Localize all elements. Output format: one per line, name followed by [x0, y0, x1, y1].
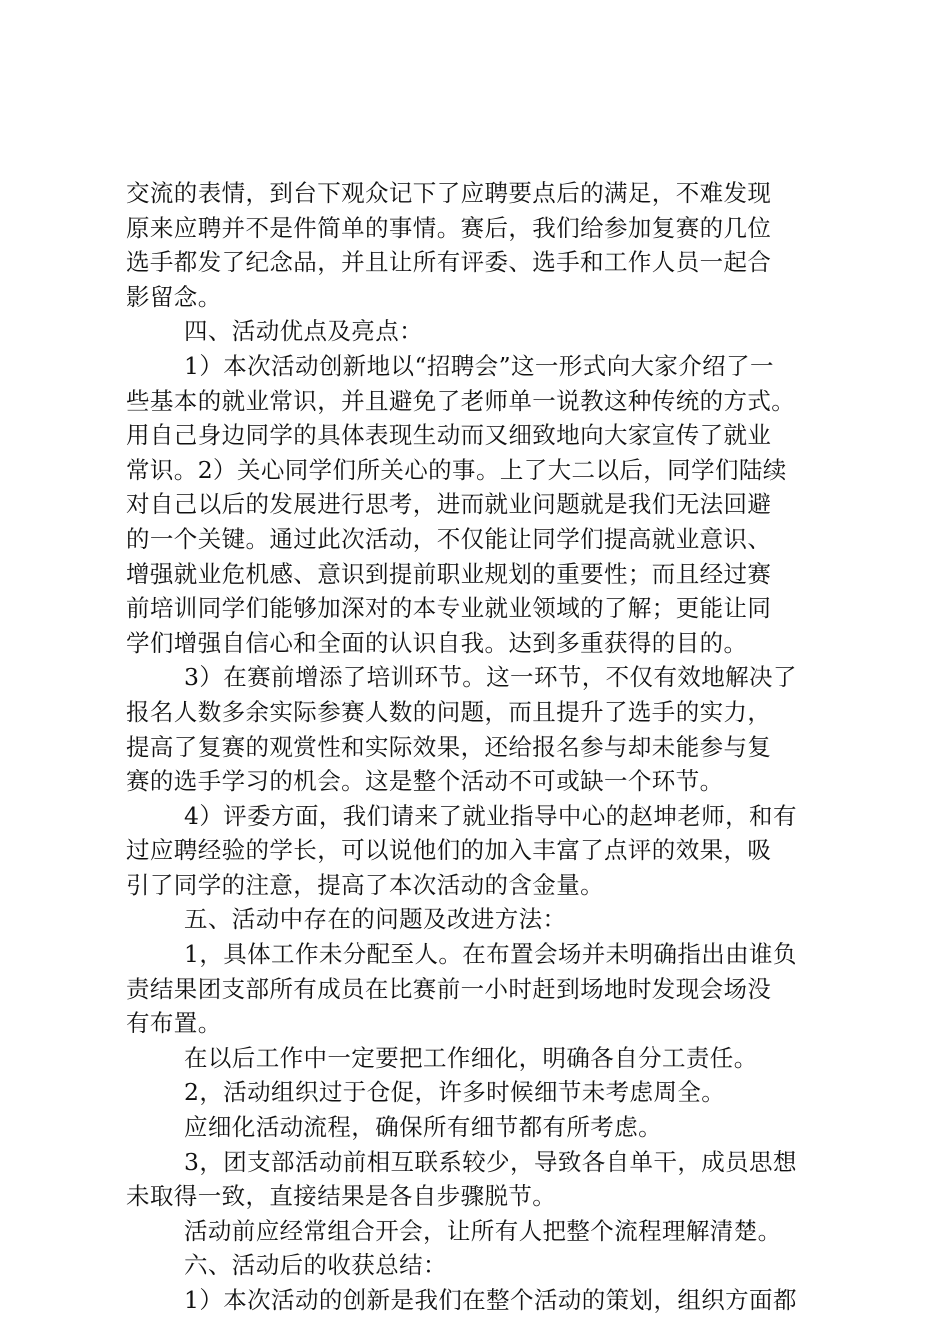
body-text-line: 3）在赛前增添了培训环节。这一环节，不仅有效地解决了	[184, 663, 797, 692]
body-text-line: 3，团支部活动前相互联系较少，导致各自单干，成员思想	[184, 1147, 797, 1176]
body-text-line: 引了同学的注意，提高了本次活动的含金量。	[126, 870, 604, 899]
body-text-line: 的一个关键。通过此次活动，不仅能让同学们提高就业意识、	[126, 524, 772, 553]
body-text-line: 影留念。	[126, 282, 222, 311]
body-text-line: 增强就业危机感、意识到提前职业规划的重要性；而且经过赛	[126, 559, 772, 588]
body-text-line: 选手都发了纪念品，并且让所有评委、选手和工作人员一起合	[126, 248, 772, 277]
body-text-line: 1）本次活动的创新是我们在整个活动的策划，组织方面都	[184, 1286, 797, 1314]
body-text-line: 提高了复赛的观赏性和实际效果，还给报名参与却未能参与复	[126, 732, 772, 761]
body-text-line: 交流的表情，到台下观众记下了应聘要点后的满足，不难发现	[126, 179, 772, 207]
body-text-line: 常识。2）关心同学们所关心的事。上了大二以后，同学们陆续	[126, 455, 787, 484]
body-text-line: 有布置。	[126, 1009, 222, 1038]
document-body	[126, 176, 830, 1318]
body-text-line: 用自己身边同学的具体表现生动而又细致地向大家宣传了就业	[126, 421, 772, 450]
body-text-line: 前培训同学们能够加深对的本专业就业领域的了解；更能让同	[126, 594, 772, 623]
body-text-line: 活动前应经常组合开会，让所有人把整个流程理解清楚。	[184, 1216, 782, 1245]
body-text-line: 原来应聘并不是件简单的事情。赛后，我们给参加复赛的几位	[126, 213, 772, 242]
body-text-line: 1）本次活动创新地以“招聘会”这一形式向大家介绍了一	[184, 351, 774, 380]
section-heading-advantages: 四、活动优点及亮点：	[184, 317, 423, 346]
body-text-line: 责结果团支部所有成员在比赛前一小时赶到场地时发现会场没	[126, 974, 772, 1003]
body-text-line: 赛的选手学习的机会。这是整个活动不可或缺一个环节。	[126, 767, 724, 796]
body-text-line: 应细化活动流程，确保所有细节都有所考虑。	[184, 1113, 662, 1142]
body-text-line: 1，具体工作未分配至人。在布置会场并未明确指出由谁负	[184, 940, 797, 969]
body-text-line: 过应聘经验的学长，可以说他们的加入丰富了点评的效果，吸	[126, 836, 772, 865]
body-text-line: 未取得一致，直接结果是各自步骤脱节。	[126, 1182, 557, 1211]
body-text-line: 对自己以后的发展进行思考，进而就业问题就是我们无法回避	[126, 490, 772, 519]
body-text-line: 在以后工作中一定要把工作细化，明确各自分工责任。	[184, 1043, 758, 1072]
section-heading-problems: 五、活动中存在的问题及改进方法：	[184, 905, 567, 934]
body-text-line: 4）评委方面，我们请来了就业指导中心的赵坤老师，和有	[184, 801, 797, 830]
body-text-line: 报名人数多余实际参赛人数的问题，而且提升了选手的实力，	[126, 697, 772, 726]
body-text-line: 2，活动组织过于仓促，许多时候细节未考虑周全。	[184, 1078, 726, 1107]
body-text-line: 学们增强自信心和全面的认识自我。达到多重获得的目的。	[126, 628, 748, 657]
body-text-line: 些基本的就业常识，并且避免了老师单一说教这种传统的方式。	[126, 386, 796, 415]
section-heading-summary: 六、活动后的收获总结：	[184, 1251, 447, 1280]
